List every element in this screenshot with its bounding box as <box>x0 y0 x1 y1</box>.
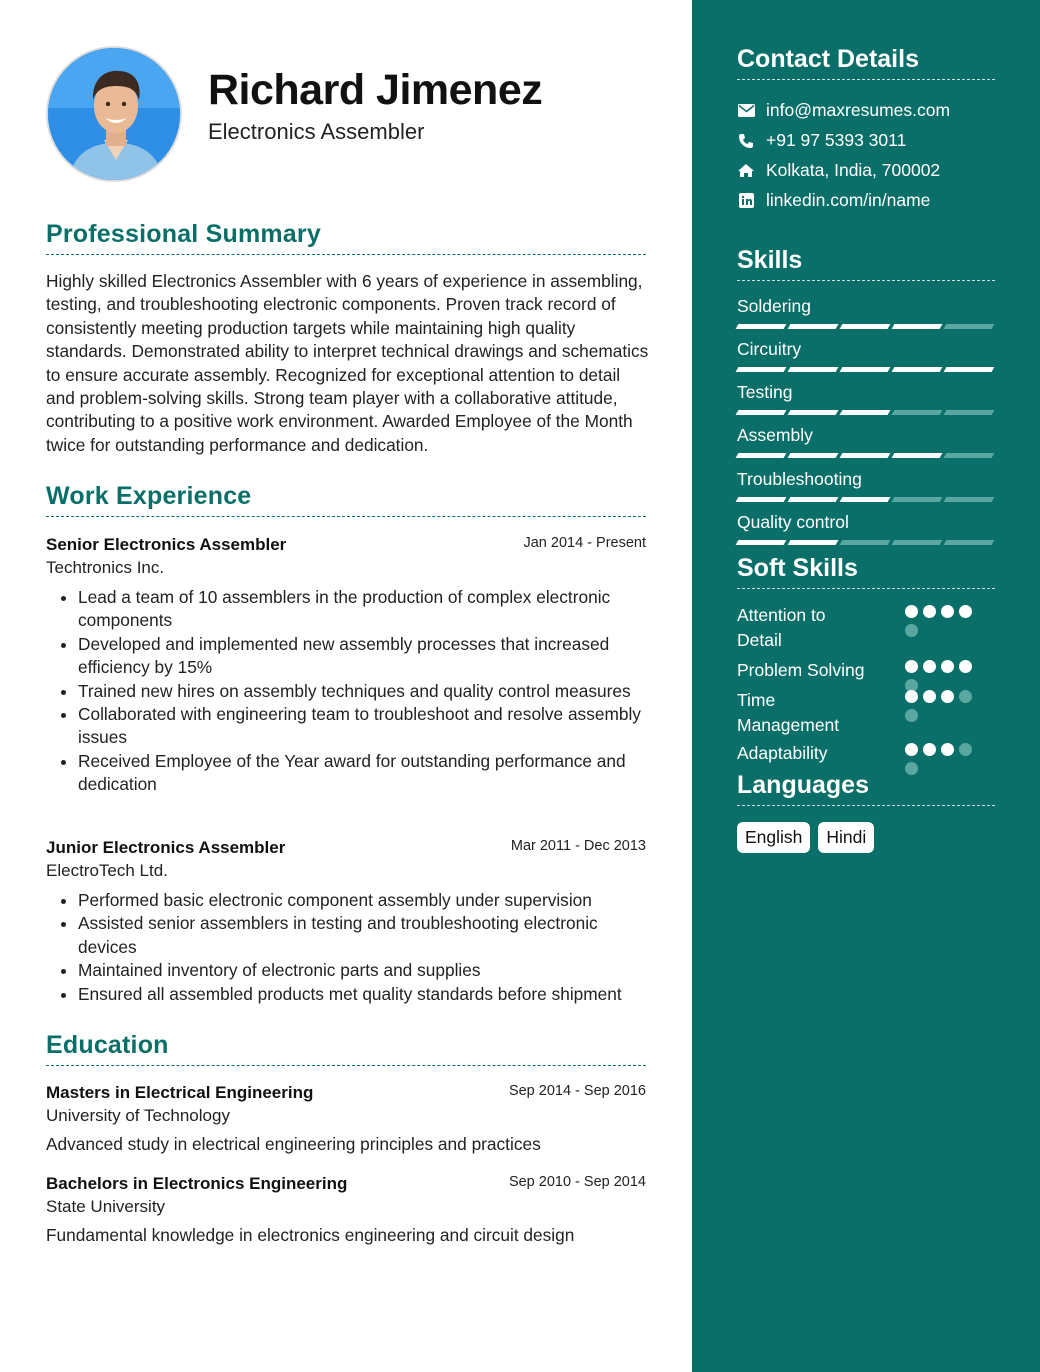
job-bullet: • Ensured all assembled products met quality standards before shipment <box>78 983 646 1006</box>
home-icon <box>737 162 755 180</box>
job-title: Junior Electronics Assembler <box>46 838 286 857</box>
candidate-role: Electronics Assembler <box>208 119 425 144</box>
rating-dot <box>941 743 954 756</box>
skill-item <box>737 339 995 372</box>
education-date: Sep 2014 - Sep 2016 <box>508 1083 646 1099</box>
soft-skills-heading: Soft Skills <box>737 554 995 589</box>
skill-item <box>737 296 995 329</box>
language-badge: Hindi <box>818 822 874 853</box>
contact-phone[interactable] <box>737 130 997 151</box>
skill-level-segment <box>788 410 839 415</box>
summary-text: Highly skilled Electronics Assembler with 6 years of experience in assembling, testing, and troubleshooting electronic components. Proven track record of consistently meeting production targets while maintaining high quality standards. Demonstrated ability to interpret technical drawings and schematics to ensure accurate assembly. Recognized for exceptional attention to detail and problem-solving skills. Strong team player with a collaborative attitude, contributing to a positive work environment. Awarded Employee of the Month twice for outstanding performance and dedication. <box>46 271 649 455</box>
rating-dot <box>923 690 936 703</box>
soft-skill-item <box>737 741 997 766</box>
skill-level-segment <box>840 453 891 458</box>
job-bullets <box>46 586 646 797</box>
skill-level-segment <box>892 324 943 329</box>
skill-name: Circuitry <box>737 339 802 359</box>
skill-level-segment <box>944 453 995 458</box>
skills-heading: Skills <box>737 246 995 281</box>
rating-dot <box>905 690 918 703</box>
education-description: Advanced study in electrical engineering principles and practices <box>46 1134 541 1154</box>
rating-dot <box>941 660 954 673</box>
degree-title: Bachelors in Electronics Engineering <box>46 1174 348 1193</box>
linkedin-text: linkedin.com/in/name <box>766 190 931 210</box>
rating-dot <box>905 709 918 722</box>
languages-heading: Languages <box>737 771 995 806</box>
rating-dot <box>959 743 972 756</box>
experience-heading: Work Experience <box>46 482 646 517</box>
address-text: Kolkata, India, 700002 <box>766 160 941 180</box>
skill-level-segment <box>736 497 787 502</box>
job-bullet: • Developed and implemented new assembly processes that increased efficiency by 15% <box>78 633 646 680</box>
skill-level-segment <box>944 497 995 502</box>
summary-heading: Professional Summary <box>46 220 646 255</box>
skill-level-segment <box>788 540 839 545</box>
skill-level-segment <box>788 497 839 502</box>
phone-icon <box>737 132 755 150</box>
email-text: info@maxresumes.com <box>766 100 951 120</box>
language-badge: English <box>737 822 810 853</box>
education-entry <box>46 1083 646 1155</box>
skill-level-segment <box>840 324 891 329</box>
school-name: University of Technology <box>46 1106 230 1125</box>
skill-level-segment <box>840 497 891 502</box>
contact-email[interactable] <box>737 100 997 121</box>
soft-skill-name: Attention to Detail <box>737 605 826 650</box>
skill-level-segment <box>944 540 995 545</box>
skill-level-segment <box>840 367 891 372</box>
education-entry <box>46 1174 646 1246</box>
skill-level-bar <box>737 540 995 545</box>
job-bullet: • Trained new hires on assembly techniques and quality control measures <box>78 680 646 703</box>
job-title: Senior Electronics Assembler <box>46 535 287 554</box>
linkedin-icon <box>737 192 755 210</box>
rating-dot <box>923 605 936 618</box>
skill-level-segment <box>736 453 787 458</box>
skill-level-segment <box>788 453 839 458</box>
skill-level-bar <box>737 453 995 458</box>
skill-item <box>737 469 995 502</box>
job-entry <box>46 838 646 1006</box>
rating-dot <box>959 660 972 673</box>
candidate-name: Richard Jimenez <box>208 66 543 114</box>
rating-dot <box>923 743 936 756</box>
job-bullets <box>46 889 646 1006</box>
job-company: Techtronics Inc. <box>46 558 165 577</box>
soft-skill-item <box>737 688 997 738</box>
skill-level-bar <box>737 497 995 502</box>
job-bullet: • Maintained inventory of electronic parts and supplies <box>78 959 646 982</box>
skill-level-segment <box>892 367 943 372</box>
degree-title: Masters in Electrical Engineering <box>46 1083 314 1102</box>
skill-level-segment <box>944 324 995 329</box>
rating-dot <box>905 605 918 618</box>
rating-dot <box>959 605 972 618</box>
skill-level-segment <box>840 540 891 545</box>
skill-level-segment <box>736 367 787 372</box>
sidebar <box>692 0 1040 1372</box>
languages-list <box>737 822 874 853</box>
job-entry <box>46 535 646 797</box>
rating-dot <box>941 605 954 618</box>
profile-photo <box>48 48 182 182</box>
job-bullet: • Performed basic electronic component assembly under supervision <box>78 889 646 912</box>
skill-level-bar <box>737 367 995 372</box>
skill-level-segment <box>840 410 891 415</box>
skill-level-segment <box>892 410 943 415</box>
job-bullet: • Assisted senior assemblers in testing and troubleshooting electronic devices <box>78 912 646 959</box>
job-date: Jan 2014 - Present <box>523 535 646 551</box>
skill-level-segment <box>944 367 995 372</box>
skill-level-segment <box>788 367 839 372</box>
job-bullet: • Collaborated with engineering team to troubleshoot and resolve assembly issues <box>78 703 646 750</box>
avatar <box>46 46 182 182</box>
rating-dot <box>941 690 954 703</box>
job-bullet: • Received Employee of the Year award for outstanding performance and dedication <box>78 750 646 797</box>
skill-level-segment <box>736 324 787 329</box>
skill-level-segment <box>788 324 839 329</box>
job-company: ElectroTech Ltd. <box>46 861 168 880</box>
job-bullet: • Lead a team of 10 assemblers in the production of complex electronic components <box>78 586 646 633</box>
skill-level-segment <box>892 497 943 502</box>
skill-item <box>737 425 995 458</box>
rating-dot <box>905 624 918 637</box>
skill-level-segment <box>892 540 943 545</box>
skill-name: Assembly <box>737 425 813 445</box>
rating-dot <box>959 690 972 703</box>
soft-skill-name: Time Management <box>737 690 840 735</box>
envelope-icon <box>737 102 755 120</box>
skill-item <box>737 382 995 415</box>
contact-heading: Contact Details <box>737 45 995 80</box>
education-heading: Education <box>46 1031 646 1066</box>
skill-name: Testing <box>737 382 793 402</box>
soft-skill-rating <box>905 605 985 637</box>
skill-level-segment <box>892 453 943 458</box>
contact-address <box>737 160 997 181</box>
education-date: Sep 2010 - Sep 2014 <box>508 1174 646 1190</box>
skill-name: Quality control <box>737 512 849 532</box>
skill-item <box>737 512 995 545</box>
school-name: State University <box>46 1197 166 1216</box>
soft-skill-name: Adaptability <box>737 743 828 763</box>
rating-dot <box>923 660 936 673</box>
skill-level-bar <box>737 410 995 415</box>
soft-skill-item <box>737 603 997 653</box>
skill-level-segment <box>944 410 995 415</box>
skill-level-segment <box>736 410 787 415</box>
soft-skill-item <box>737 658 997 683</box>
job-date: Mar 2011 - Dec 2013 <box>510 838 646 854</box>
soft-skill-rating <box>905 690 985 722</box>
phone-text: +91 97 5393 3011 <box>766 130 907 150</box>
rating-dot <box>905 660 918 673</box>
education-description: Fundamental knowledge in electronics engineering and circuit design <box>46 1225 575 1245</box>
skill-name: Soldering <box>737 296 811 316</box>
skill-level-bar <box>737 324 995 329</box>
contact-linkedin[interactable] <box>737 190 997 211</box>
soft-skill-name: Problem Solving <box>737 660 865 680</box>
rating-dot <box>905 743 918 756</box>
skill-level-segment <box>736 540 787 545</box>
skill-name: Troubleshooting <box>737 469 862 489</box>
